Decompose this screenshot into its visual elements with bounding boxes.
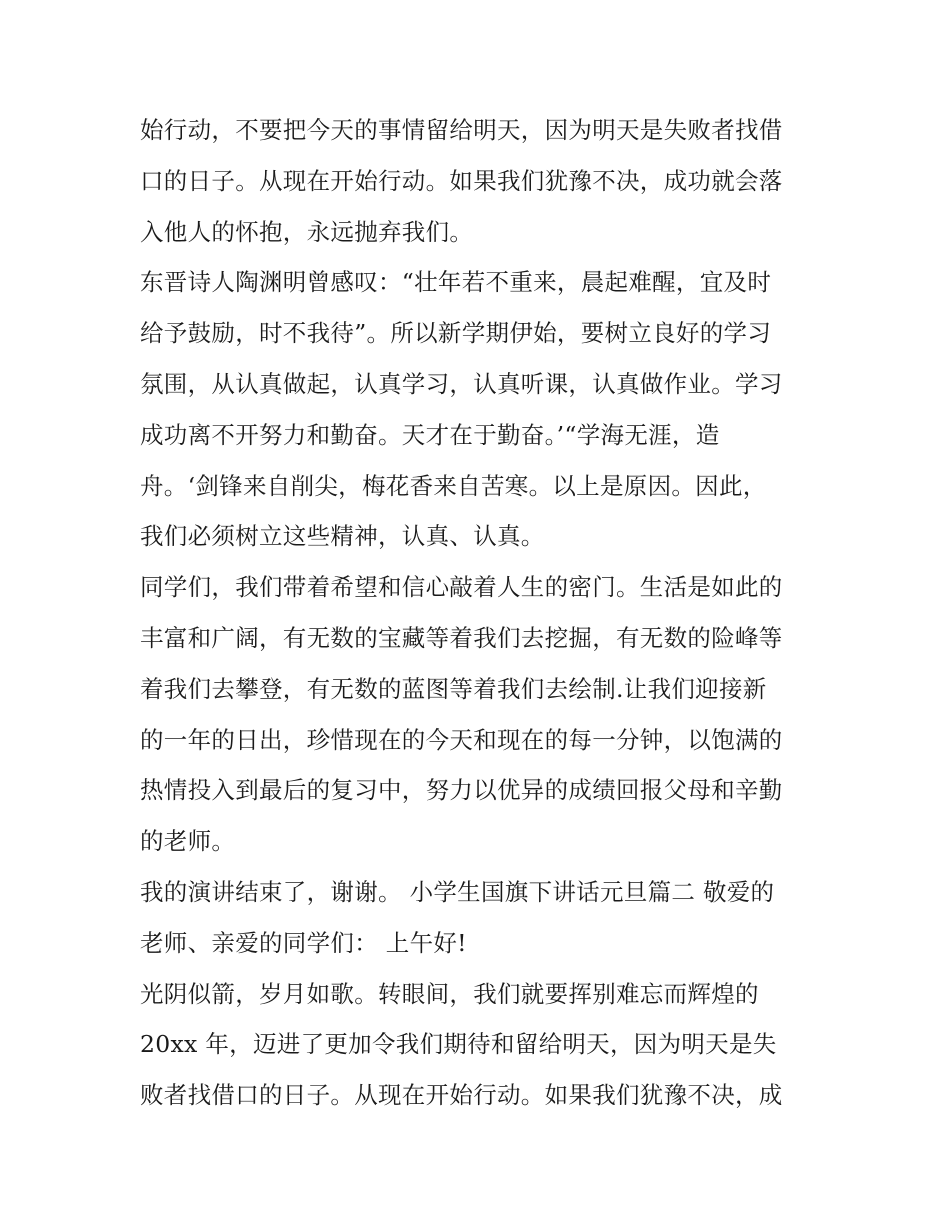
text-line: 氛围，从认真做起，认真学习，认真听课，认真做作业。学习 — [140, 369, 783, 398]
text-line: 东晋诗人陶渊明曾感叹：“壮年若不重来，晨起难醒，宜及时 — [140, 268, 772, 297]
text-line: 入他人的怀抱，永远抛弃我们。 — [140, 217, 474, 246]
text-line: 败者找借口的日子。从现在开始行动。如果我们犹豫不决，成 — [140, 1081, 783, 1110]
text-line: 成功离不开努力和勤奋。天才在于勤奋。’“学海无涯，造 — [140, 420, 720, 449]
text-line: 的老师。 — [140, 827, 236, 856]
text-line: 口的日子。从现在开始行动。如果我们犹豫不决，成功就会落 — [140, 166, 783, 195]
text-line: 着我们去攀登，有无数的蓝图等着我们去绘制.让我们迎接新 — [140, 674, 767, 703]
text-line: 的一年的日出，珍惜现在的今天和现在的每一分钟，以饱满的 — [140, 725, 783, 754]
text-line: 光阴似箭，岁月如歌。转眼间，我们就要挥别难忘而辉煌的 — [140, 979, 759, 1008]
text-line: 丰富和广阔，有无数的宝藏等着我们去挖掘，有无数的险峰等 — [140, 623, 783, 652]
text-line: 我的演讲结束了，谢谢。 小学生国旗下讲话元旦篇二 敬爱的 — [140, 877, 775, 906]
text-line: 我们必须树立这些精神，认真、认真。 — [140, 522, 545, 551]
text-line: 20xx 年，迈进了更加令我们期待和留给明天，因为明天是失 — [140, 1030, 777, 1059]
text-line: 给予鼓励，时不我待”。所以新学期伊始，要树立良好的学习 — [140, 319, 772, 348]
document-body — [140, 110, 820, 1126]
text-line: 舟。‘剑锋来自削尖，梅花香来自苦寒。以上是原因。因此， — [140, 471, 767, 500]
text-line: 热情投入到最后的复习中，努力以优异的成绩回报父母和辛勤 — [140, 776, 783, 805]
text-line: 老师、亲爱的同学们： 上午好! — [140, 928, 467, 957]
text-line: 同学们，我们带着希望和信心敲着人生的密门。生活是如此的 — [140, 573, 783, 602]
text-line: 始行动，不要把今天的事情留给明天，因为明天是失败者找借 — [140, 116, 783, 144]
